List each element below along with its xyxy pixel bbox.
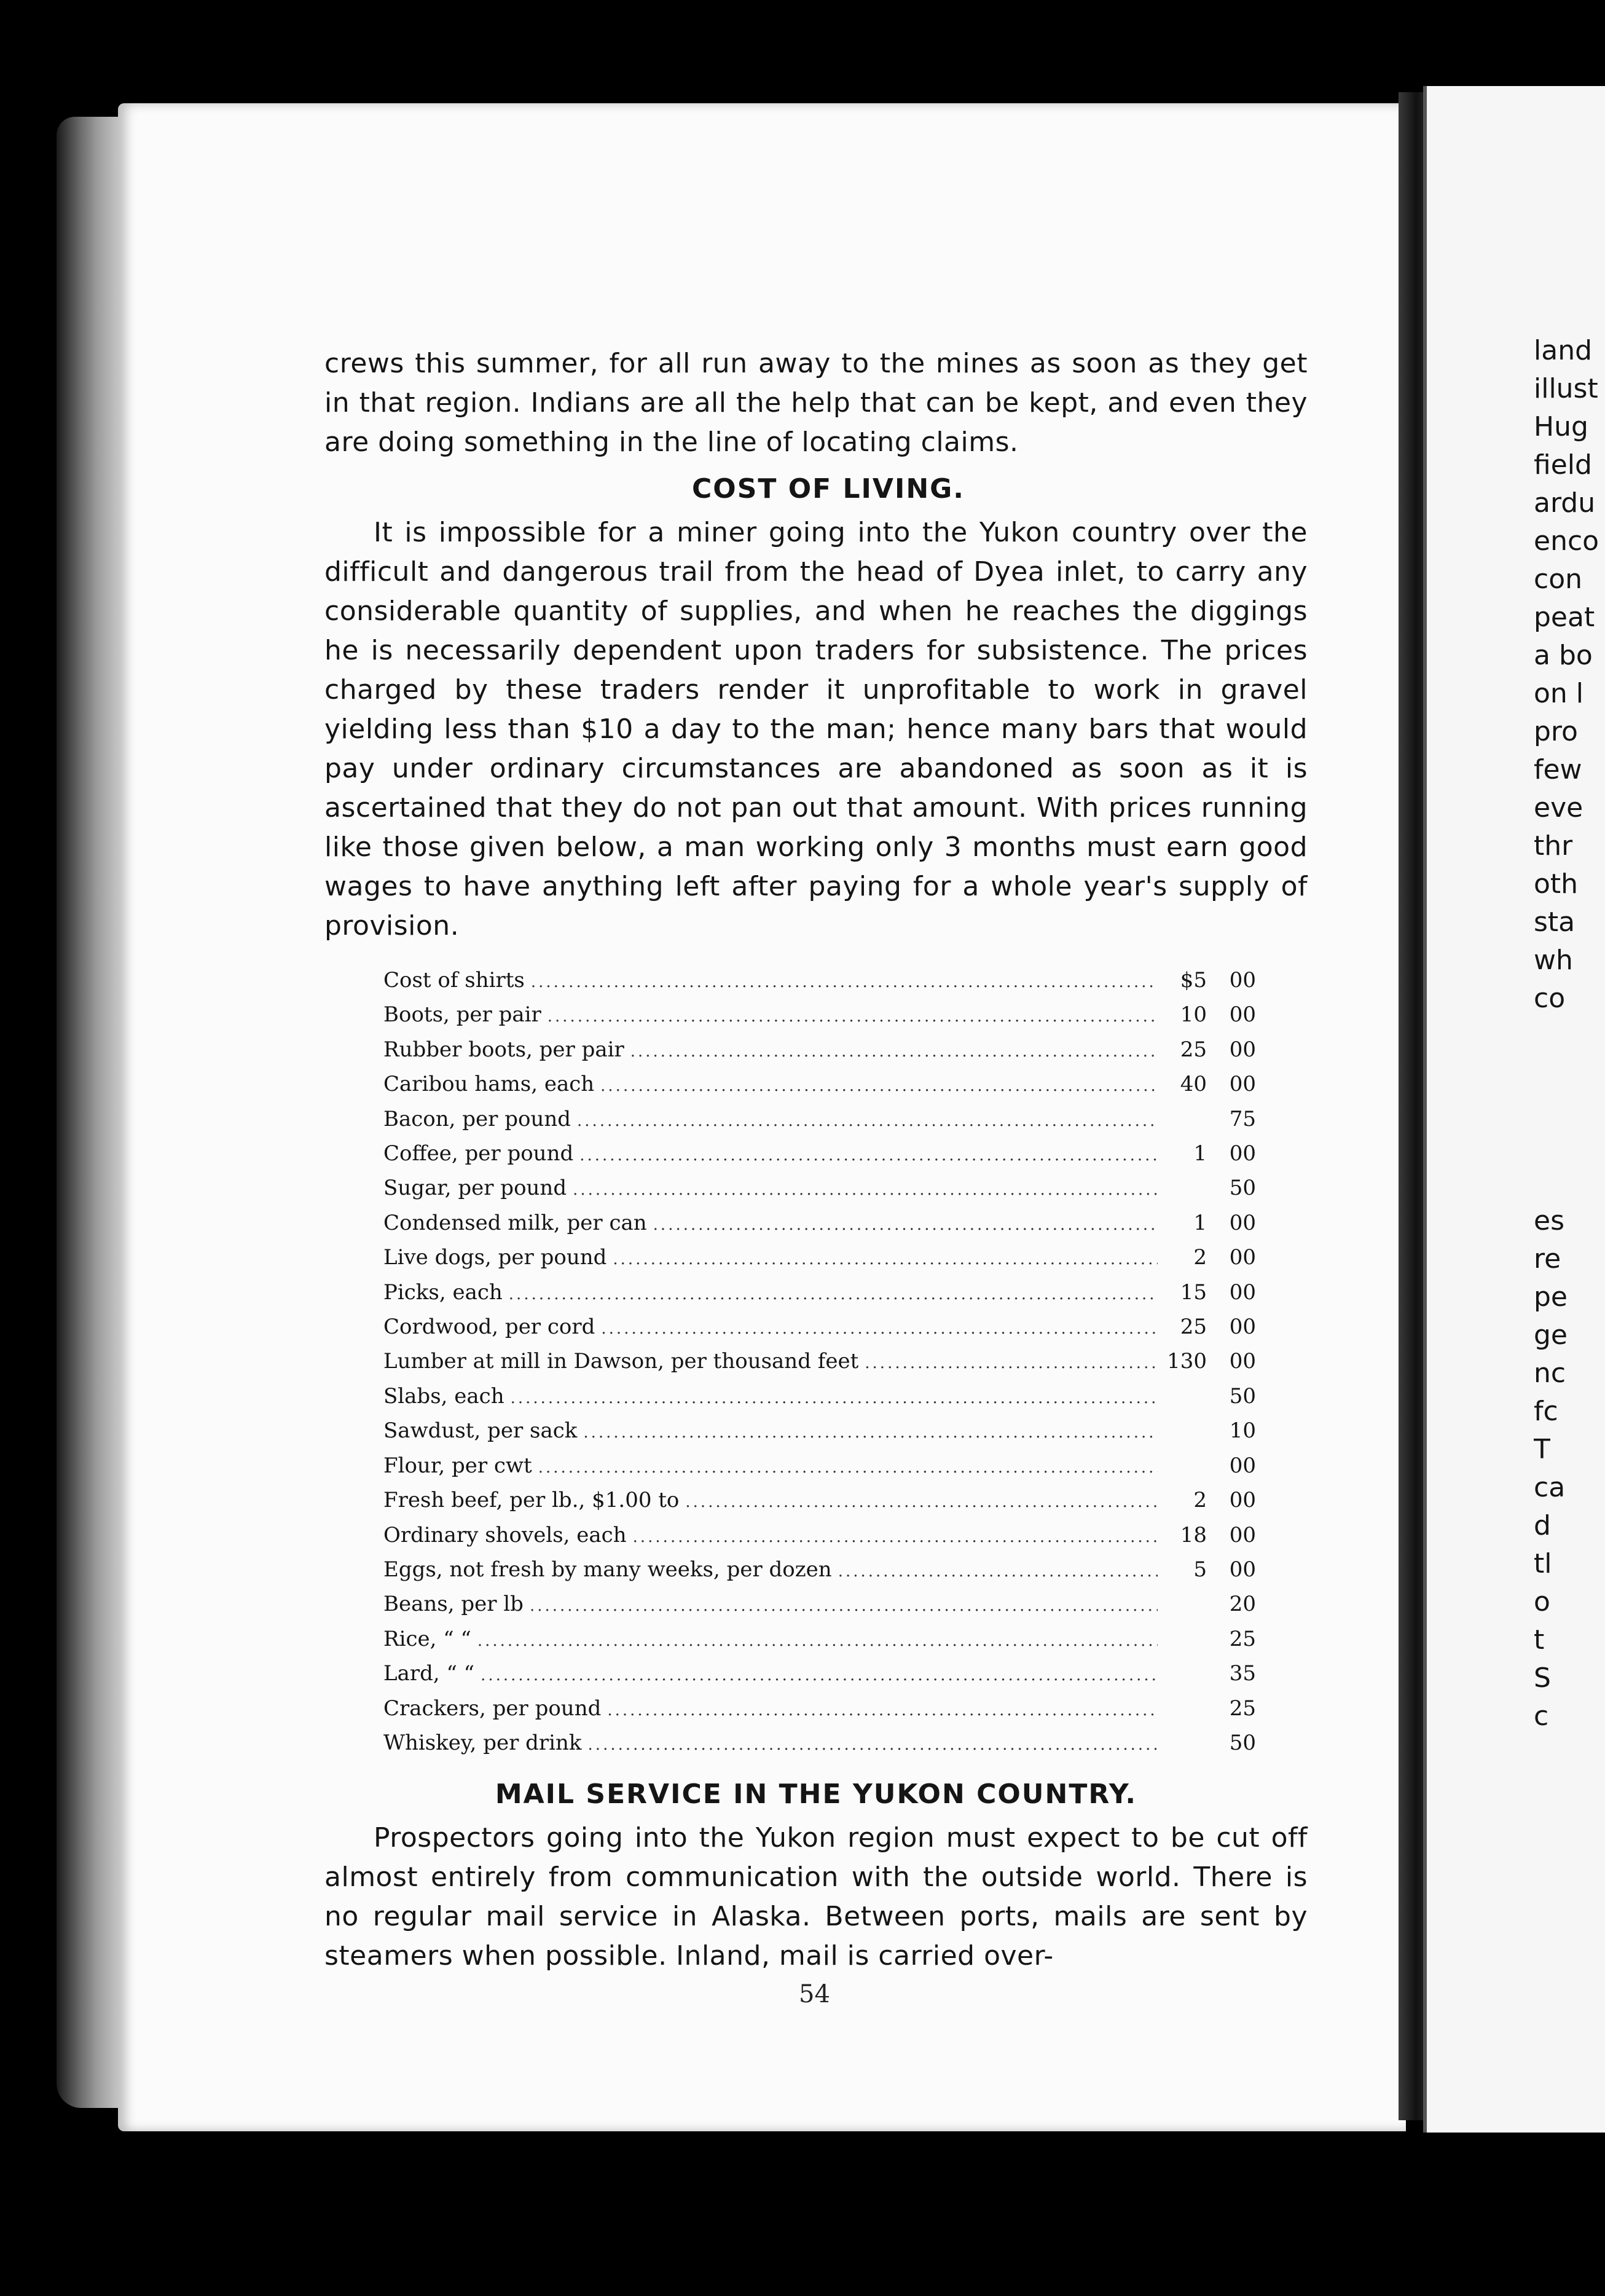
intro-paragraph: crews this summer, for all run away to the mines as soon as they get in that region. Indians are all the help that can be kept, and even they are doing something in the line of locating claims. [324, 348, 1308, 458]
price-cents: 00 [1229, 1349, 1256, 1374]
right-page-fragment: c [1534, 1700, 1549, 1732]
price-cents: 20 [1229, 1592, 1256, 1617]
price-row [383, 1138, 1256, 1172]
right-page-fragment: enco [1534, 525, 1599, 557]
price-dollars: 2 [1193, 1488, 1207, 1513]
leader-dots [685, 1486, 1158, 1519]
price-item-label: Caribou hams, each [383, 1072, 595, 1097]
book-spine-edge [57, 117, 124, 2108]
leader-dots [481, 1659, 1158, 1692]
price-dollars: 10 [1180, 1002, 1207, 1028]
price-dollars: 40 [1180, 1072, 1207, 1097]
right-page-fragment: land [1534, 335, 1593, 366]
right-page-gap [1534, 1018, 1605, 1202]
price-item-label: Cost of shirts [383, 968, 525, 993]
mail-service-heading: MAIL SERVICE IN THE YUKON COUNTRY. [495, 1779, 1137, 1810]
price-dollars: 1 [1193, 1141, 1207, 1166]
price-item-label: Slabs, each [383, 1383, 504, 1409]
leader-dots [509, 1278, 1158, 1311]
right-page-text-fragments [1534, 332, 1605, 1736]
price-row [383, 1693, 1256, 1727]
right-page-fragment: ge [1534, 1319, 1568, 1351]
price-row [383, 1207, 1256, 1241]
leader-dots [653, 1209, 1158, 1241]
price-row [383, 1484, 1256, 1519]
price-row [383, 964, 1256, 999]
price-dollars: 25 [1180, 1315, 1207, 1340]
price-item-label: Rice, “ “ [383, 1626, 471, 1651]
price-item-label: Eggs, not fresh by many weeks, per dozen [383, 1557, 832, 1582]
price-cents: 00 [1229, 1037, 1256, 1062]
price-item-label: Bacon, per pound [383, 1106, 571, 1131]
price-row [383, 999, 1256, 1033]
price-cents: 00 [1229, 1245, 1256, 1270]
price-row [383, 1450, 1256, 1484]
price-cents: 00 [1229, 1453, 1256, 1478]
page-content [324, 344, 1308, 1976]
right-page-fragment: T [1534, 1434, 1550, 1465]
price-row [383, 1034, 1256, 1068]
price-dollars: 130 [1167, 1349, 1207, 1374]
right-page-fragment: o [1534, 1586, 1550, 1618]
leader-dots [588, 1729, 1158, 1761]
leader-dots [607, 1694, 1158, 1727]
leader-dots [477, 1625, 1158, 1657]
price-item-label: Beans, per lb [383, 1592, 524, 1617]
mail-service-paragraph: Prospectors going into the Yukon region must expect to be cut off almost entirely from communication with the outside world. There is no regular mail service in Alaska. Between ports, mails are sent by steamers when possible. Inland, mail is carried over- [324, 1822, 1308, 1972]
price-cents: 50 [1229, 1176, 1256, 1201]
price-dollars: 25 [1180, 1037, 1207, 1062]
right-page-fragment: a bo [1534, 640, 1593, 671]
price-row [383, 1623, 1256, 1657]
leader-dots [577, 1105, 1158, 1138]
price-cents: 00 [1229, 1488, 1256, 1513]
leader-dots [600, 1070, 1158, 1103]
right-page-fragment: tl [1534, 1548, 1552, 1579]
leader-dots [511, 1382, 1158, 1415]
price-item-label: Coffee, per pound [383, 1141, 574, 1166]
price-item-label: Sawdust, per sack [383, 1418, 578, 1444]
price-row [383, 1345, 1256, 1380]
right-page-fragment: con [1534, 564, 1582, 595]
price-item-label: Lumber at mill in Dawson, per thousand feet [383, 1349, 859, 1374]
price-cents: 00 [1229, 1002, 1256, 1028]
price-cents: 50 [1229, 1730, 1256, 1755]
leader-dots [630, 1036, 1158, 1068]
right-page-fragment: fc [1534, 1396, 1558, 1427]
price-row [383, 1241, 1256, 1276]
right-page-fragment: ca [1534, 1472, 1566, 1503]
price-row [383, 1172, 1256, 1206]
price-cents: 00 [1229, 1210, 1256, 1235]
price-row [383, 1554, 1256, 1588]
price-item-label: Cordwood, per cord [383, 1315, 595, 1340]
right-page-fragment: eve [1534, 792, 1583, 824]
leader-dots [601, 1313, 1158, 1345]
price-dollars: 15 [1180, 1280, 1207, 1305]
right-page-fragment: co [1534, 983, 1566, 1014]
right-page-fragment: nc [1534, 1358, 1566, 1389]
right-page-fragment: few [1534, 754, 1582, 785]
price-row [383, 1276, 1256, 1311]
leader-dots [547, 1001, 1158, 1033]
price-item-label: Boots, per pair [383, 1002, 541, 1028]
right-page-fragment: wh [1534, 945, 1573, 976]
right-page-fragment: peat [1534, 602, 1595, 633]
right-page-fragment: pe [1534, 1281, 1568, 1313]
price-cents: 00 [1229, 1557, 1256, 1582]
price-cents: 00 [1229, 1280, 1256, 1305]
price-item-label: Rubber boots, per pair [383, 1037, 624, 1062]
page-number: 54 [799, 1980, 830, 2008]
price-list [383, 964, 1256, 1761]
price-item-label: Picks, each [383, 1280, 503, 1305]
leader-dots [538, 1452, 1158, 1484]
right-page-fragment: pro [1534, 716, 1578, 747]
right-page-fragment: illust [1534, 373, 1598, 404]
right-page-fragment: sta [1534, 906, 1576, 938]
price-item-label: Condensed milk, per can [383, 1210, 647, 1235]
price-dollars: 5 [1193, 1557, 1207, 1582]
leader-dots [530, 1590, 1158, 1622]
price-cents: 35 [1229, 1661, 1256, 1686]
leader-dots [865, 1347, 1158, 1380]
leader-dots [573, 1174, 1158, 1206]
price-dollars: $5 [1180, 968, 1207, 993]
price-row [383, 1727, 1256, 1761]
right-page-fragment: es [1534, 1205, 1564, 1236]
price-dollars: 2 [1193, 1245, 1207, 1270]
price-item-label: Fresh beef, per lb., $1.00 to [383, 1488, 680, 1513]
right-page-fragment: oth [1534, 868, 1579, 900]
price-row [383, 1068, 1256, 1103]
price-row [383, 1657, 1256, 1692]
price-item-label: Flour, per cwt [383, 1453, 532, 1478]
price-row [383, 1519, 1256, 1554]
price-row [383, 1311, 1256, 1345]
cost-of-living-heading: COST OF LIVING. [692, 473, 965, 505]
right-page-fragment: thr [1534, 830, 1573, 862]
leader-dots [583, 1417, 1158, 1449]
price-row [383, 1380, 1256, 1415]
leader-dots [579, 1139, 1158, 1172]
right-page-fragment: t [1534, 1624, 1545, 1656]
right-page-fragment: ardu [1534, 487, 1596, 519]
price-cents: 00 [1229, 1141, 1256, 1166]
price-item-label: Crackers, per pound [383, 1696, 602, 1721]
right-page-fragment: on l [1534, 678, 1584, 709]
price-item-label: Lard, “ “ [383, 1661, 475, 1686]
cost-of-living-paragraph: It is impossible for a miner going into the Yukon country over the difficult and dangerous trail from the head of Dyea inlet, to carry any considerable quantity of supplies, and when he reaches the diggings he is necessarily dependent upon traders for subsistence. The prices charged by these traders render it unprofitable to work in gravel yielding less than $10 a day to the man; hence many bars that would pay under ordinary circumstances are abandoned as soon as it is ascertained that they do not pan out that amount. With prices running like those given below, a man working only 3 months must earn good wages to have anything left after paying for a whole year's supply of provision. [324, 517, 1308, 942]
price-cents: 00 [1229, 1072, 1256, 1097]
price-dollars: 18 [1180, 1522, 1207, 1547]
price-row [383, 1415, 1256, 1449]
right-page-fragment: field [1534, 449, 1592, 481]
right-page-fragment: d [1534, 1510, 1551, 1541]
price-cents: 00 [1229, 968, 1256, 993]
leader-dots [531, 966, 1158, 999]
price-row [383, 1588, 1256, 1622]
price-cents: 00 [1229, 1315, 1256, 1340]
price-row [383, 1103, 1256, 1138]
price-cents: 25 [1229, 1626, 1256, 1651]
price-cents: 75 [1229, 1106, 1256, 1131]
right-page-fragment: re [1534, 1243, 1561, 1275]
price-item-label: Sugar, per pound [383, 1176, 567, 1201]
price-cents: 00 [1229, 1522, 1256, 1547]
leader-dots [633, 1521, 1158, 1554]
price-cents: 10 [1229, 1418, 1256, 1444]
right-page-fragment: Hug [1534, 411, 1588, 442]
price-item-label: Whiskey, per drink [383, 1730, 582, 1755]
price-item-label: Live dogs, per pound [383, 1245, 607, 1270]
leader-dots [613, 1243, 1158, 1276]
right-page-fragment: S [1534, 1662, 1551, 1694]
price-cents: 25 [1229, 1696, 1256, 1721]
price-dollars: 1 [1193, 1210, 1207, 1235]
price-cents: 50 [1229, 1383, 1256, 1409]
leader-dots [838, 1555, 1158, 1588]
price-item-label: Ordinary shovels, each [383, 1522, 627, 1547]
